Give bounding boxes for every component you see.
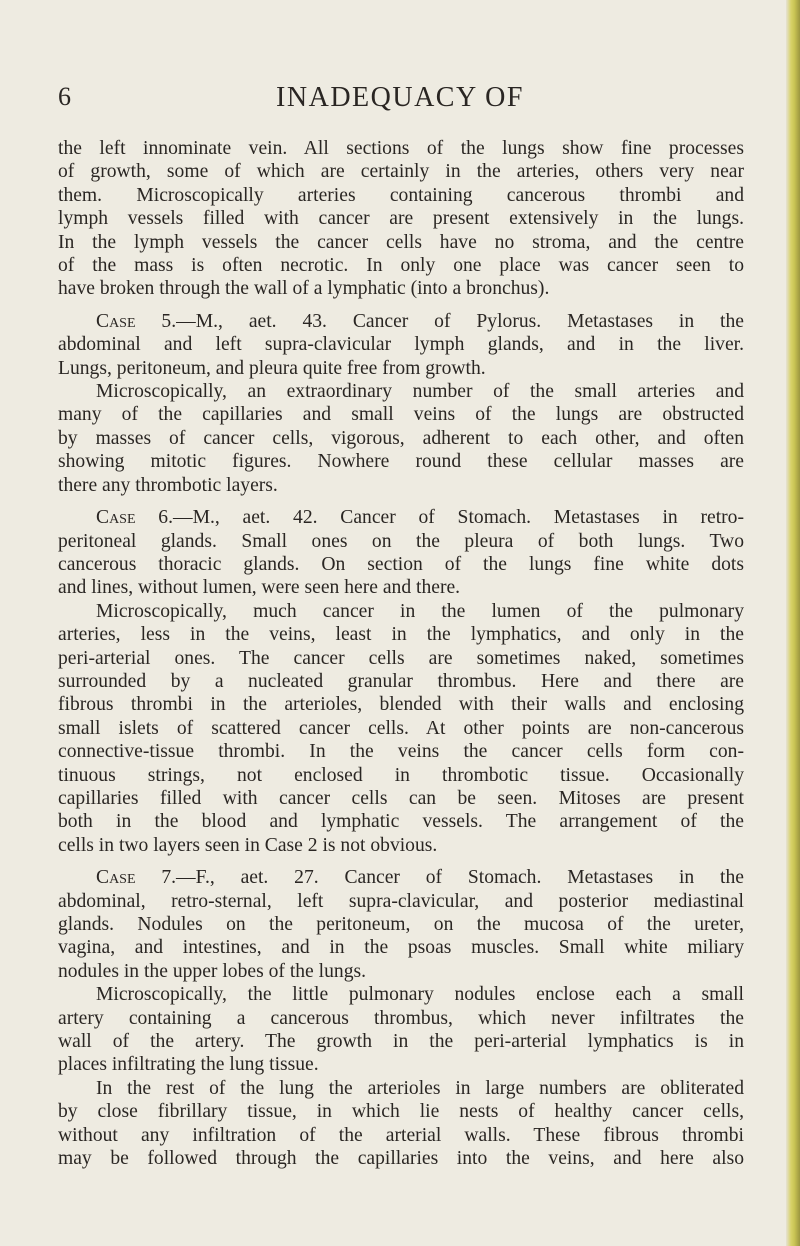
text-line: In the rest of the lung the arterioles in large numbers are obliterated (96, 1077, 744, 1099)
text-line: abdominal and left supra-clavicular lymph glands, and in the liver. (58, 334, 744, 356)
paragraph (58, 137, 744, 301)
text-line: Case 6.—M., aet. 42. Cancer of Stomach. Metastases in retro- (96, 507, 744, 529)
text-line: Lungs, peritoneum, and pleura quite free from growth. (58, 357, 486, 379)
text-line: may be followed through the capillaries into the veins, and here also (58, 1148, 744, 1170)
text-line: small islets of scattered cancer cells. At other points are non-cancerous (58, 717, 744, 739)
text-line: abdominal, retro-sternal, left supra-clavicular, and posterior mediastinal (58, 890, 744, 912)
text-line: there any thrombotic layers. (58, 474, 278, 496)
text-line: showing mitotic figures. Nowhere round these cellular masses are (58, 451, 744, 473)
text-line: nodules in the upper lobes of the lungs. (58, 960, 367, 982)
case-label: Case (96, 867, 136, 889)
text-line: cancerous thoracic glands. On section of the lungs fine white dots (58, 553, 744, 575)
text-line: Microscopically, an extraordinary number of the small arteries and (96, 381, 744, 403)
paragraph (58, 1077, 744, 1171)
text-line: without any infiltration of the arterial walls. These fibrous thrombi (58, 1124, 744, 1146)
text-line: places infiltrating the lung tissue. (58, 1054, 319, 1076)
text-line: tinuous strings, not enclosed in thrombotic tissue. Occasionally (58, 764, 744, 786)
text-line: peritoneal glands. Small ones on the pleura of both lungs. Two (58, 530, 744, 552)
text-line: have broken through the wall of a lymphatic (into a bronchus). (58, 278, 550, 300)
text-line: connective-tissue thrombi. In the veins the cancer cells form con- (58, 741, 744, 763)
text-line: by masses of cancer cells, vigorous, adherent to each other, and often (58, 427, 744, 449)
text-line: Case 5.—M., aet. 43. Cancer of Pylorus. Metastases in the (96, 310, 744, 332)
text-line: of growth, some of which are certainly in the arteries, others very near (58, 161, 744, 183)
text-line: them. Microscopically arteries containing cancerous thrombi and (58, 184, 744, 206)
case-label: Case (96, 507, 136, 529)
paragraph (58, 380, 744, 497)
text-line: fibrous thrombi in the arterioles, blended with their walls and enclosing (58, 694, 744, 716)
text-line: wall of the artery. The growth in the peri-arterial lymphatics is in (58, 1031, 744, 1053)
text-line: surrounded by a nucleated granular thrombus. Here and there are (58, 670, 744, 692)
text-line: by close fibrillary tissue, in which lie nests of healthy cancer cells, (58, 1101, 744, 1123)
paragraph (58, 983, 744, 1077)
case-paragraph (58, 310, 744, 380)
page-number: 6 (58, 82, 72, 111)
case-paragraph (58, 506, 744, 600)
body-text (58, 137, 744, 1170)
paragraph (58, 600, 744, 857)
text-line: lymph vessels filled with cancer are present extensively in the lungs. (58, 208, 744, 230)
text-line: both in the blood and lymphatic vessels. The arrangement of the (58, 811, 744, 833)
case-label: Case (96, 310, 136, 332)
running-title: INADEQUACY OF (276, 82, 524, 113)
text-line: In the lymph vessels the cancer cells have no stroma, and the centre (58, 231, 744, 253)
text-line: glands. Nodules on the peritoneum, on the mucosa of the ureter, (58, 914, 744, 935)
text-line: Microscopically, much cancer in the lumen of the pulmonary (96, 600, 744, 622)
text-line: capillaries filled with cancer cells can be seen. Mitoses are present (58, 787, 744, 809)
text-line: Microscopically, the little pulmonary nodules enclose each a small (96, 984, 744, 1006)
text-line: artery containing a cancerous thrombus, which never infiltrates the (58, 1007, 744, 1029)
text-line: peri-arterial ones. The cancer cells are sometimes naked, sometimes (58, 647, 744, 669)
text-line: Case 7.—F., aet. 27. Cancer of Stomach. Metastases in the (96, 867, 744, 889)
text-line: vagina, and intestines, and in the psoas muscles. Small white miliary (58, 937, 744, 959)
case-paragraph (58, 866, 744, 983)
text-line: cells in two layers seen in Case 2 is not obvious. (58, 834, 438, 856)
text-line: arteries, less in the veins, least in the lymphatics, and only in the (58, 624, 744, 646)
text-line: and lines, without lumen, were seen here and there. (58, 577, 461, 599)
text-line: of the mass is often necrotic. In only one place was cancer seen to (58, 255, 744, 277)
page-edge (786, 0, 800, 1246)
text-line: many of the capillaries and small veins of the lungs are obstructed (58, 404, 744, 426)
text-line: the left innominate vein. All sections of the lungs show fine processes (58, 138, 744, 159)
